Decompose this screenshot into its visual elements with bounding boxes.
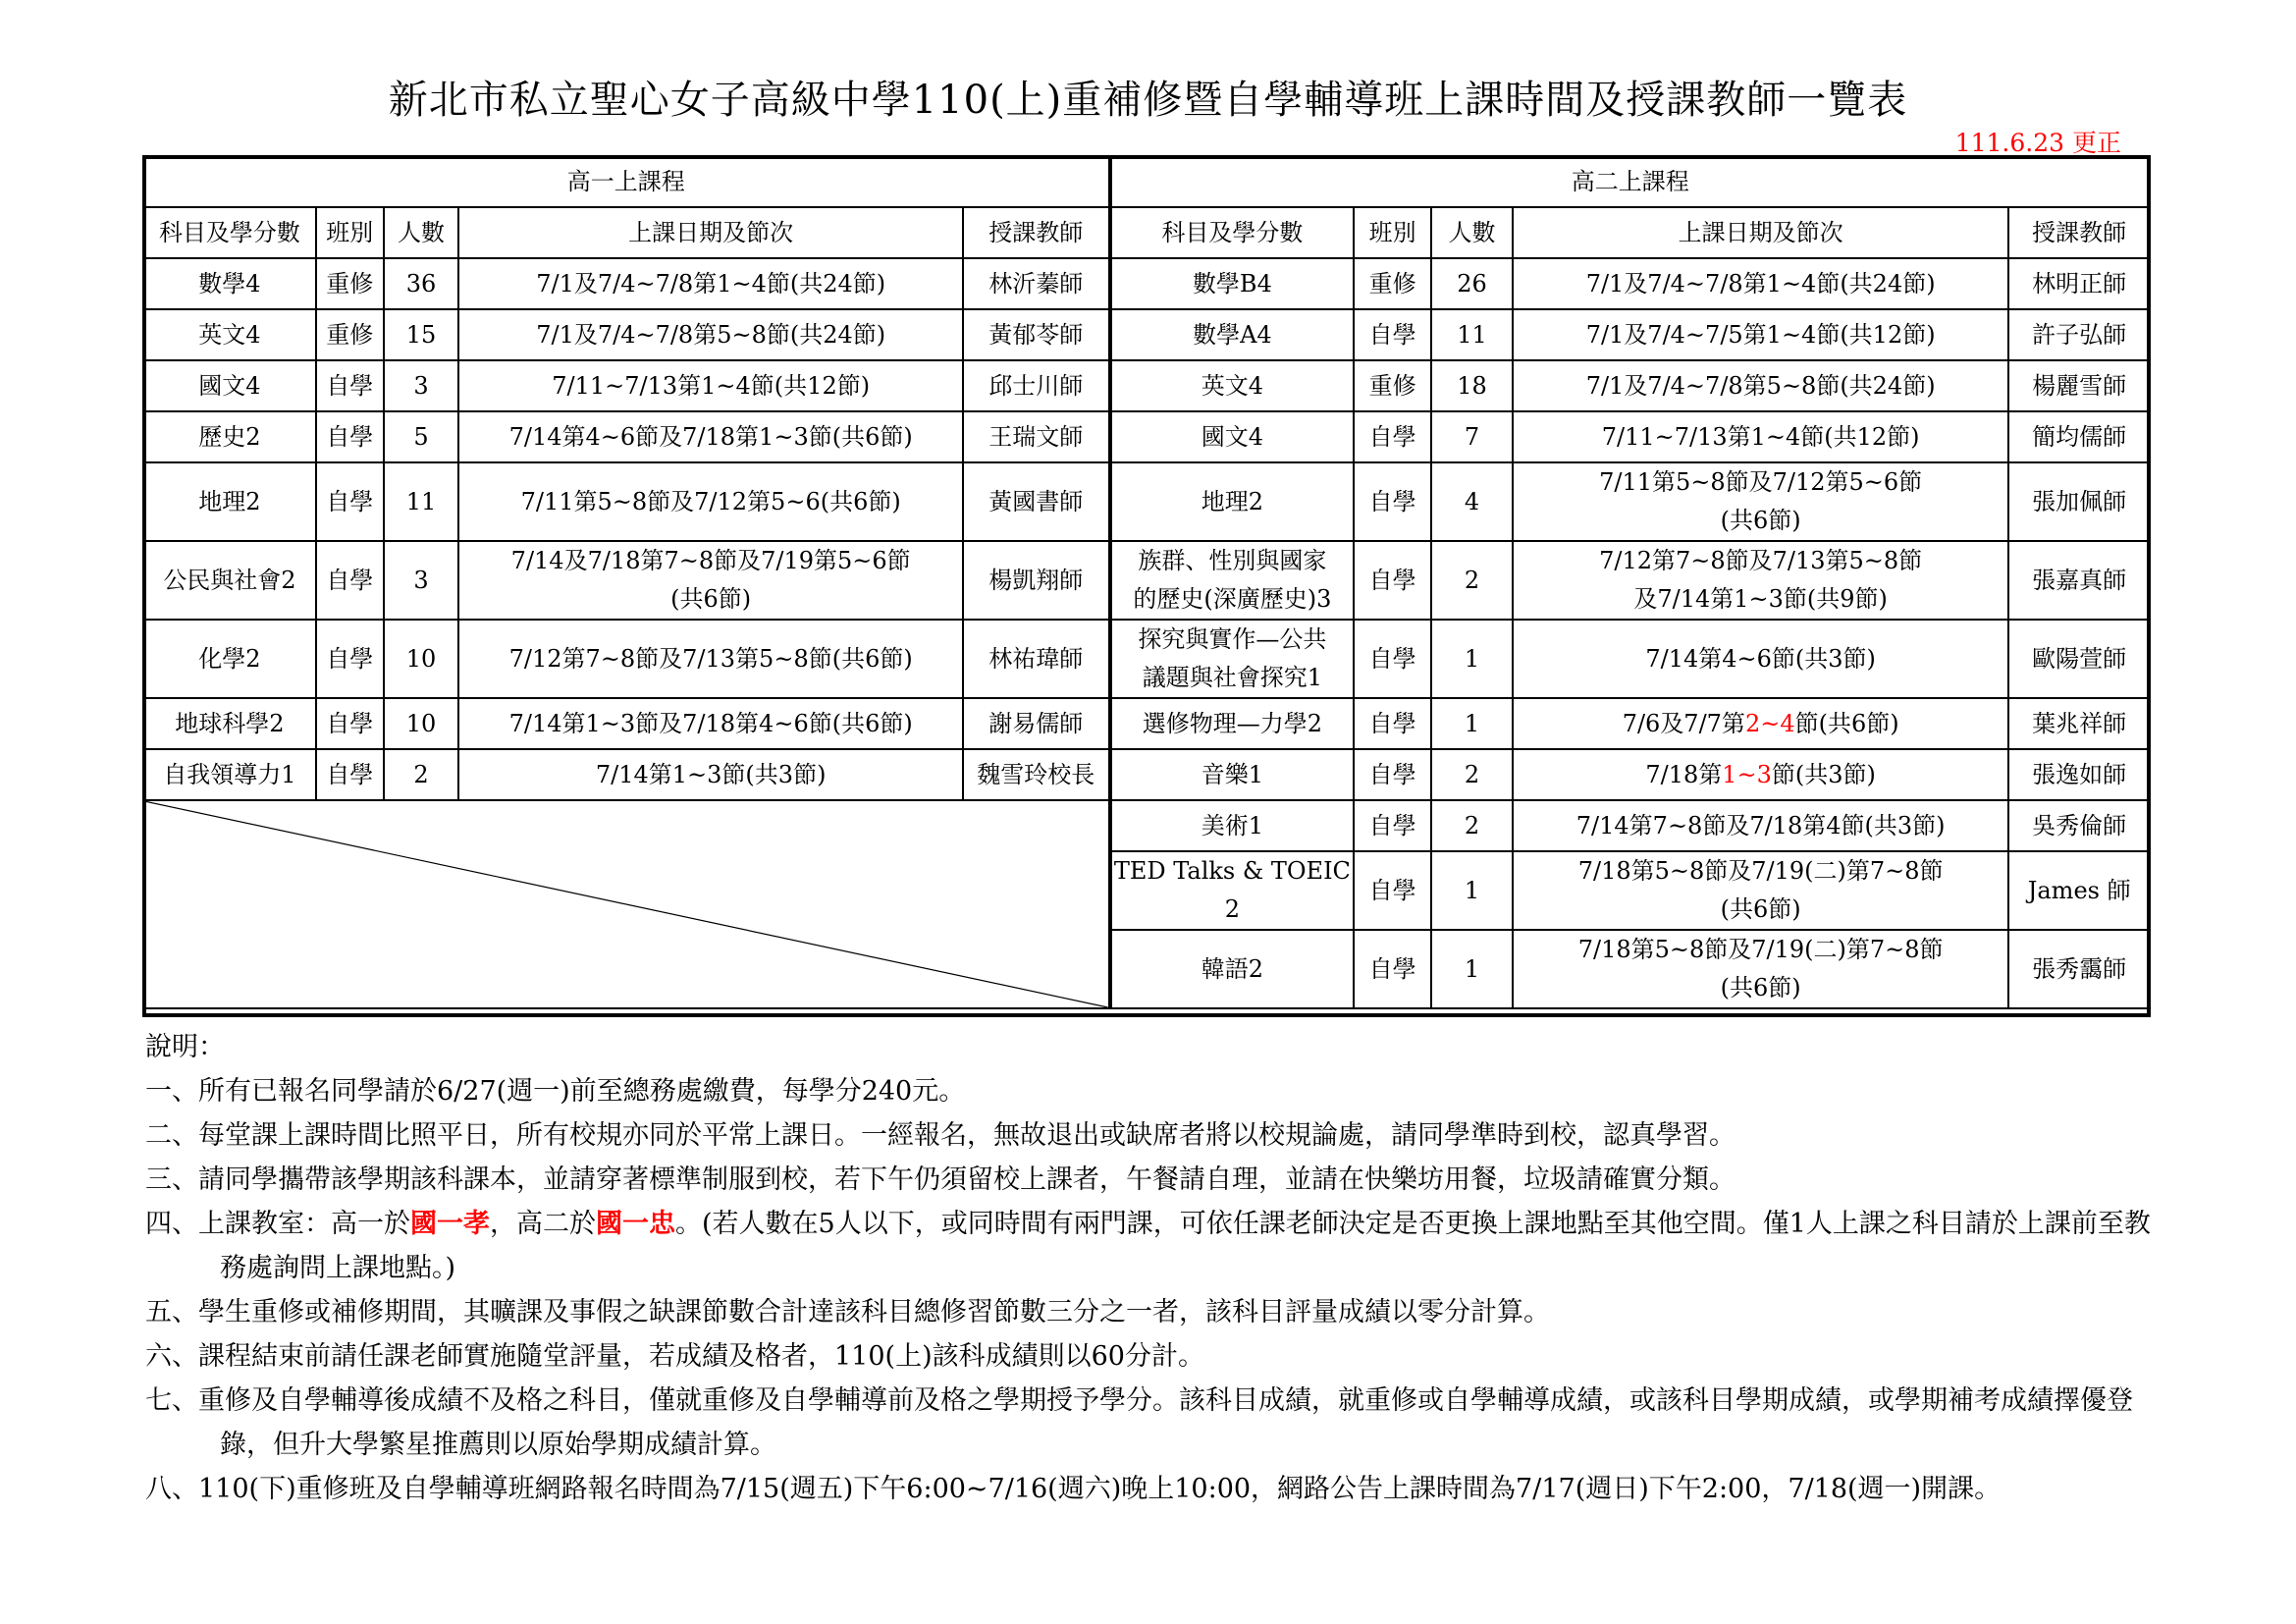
- subject-cell: 地理2: [143, 462, 316, 541]
- type-cell: 自學: [1354, 462, 1431, 541]
- subject-cell: 音樂1: [1110, 749, 1355, 800]
- count-cell: 2: [1431, 800, 1513, 851]
- schedule-cell: [458, 541, 963, 620]
- type-cell: 自學: [1354, 698, 1431, 749]
- count-cell: 7: [1431, 411, 1513, 462]
- table-row: [143, 698, 2150, 749]
- schedule-cell: [1513, 541, 2008, 620]
- count-cell: 36: [384, 258, 459, 309]
- col-count: 人數: [1431, 207, 1513, 258]
- teacher-cell: 簡均儒師: [2008, 411, 2150, 462]
- count-cell: 10: [384, 698, 459, 749]
- teacher-cell: 邱士川師: [963, 360, 1110, 411]
- count-cell: 1: [1431, 930, 1513, 1008]
- left-section-header: 高一上課程: [143, 156, 1110, 207]
- schedule-cell: 7/14第4~6節(共3節): [1513, 620, 2008, 698]
- table-row: [143, 541, 2150, 620]
- type-cell: 自學: [1354, 749, 1431, 800]
- type-cell: 自學: [1354, 800, 1431, 851]
- teacher-cell: 吳秀倫師: [2008, 800, 2150, 851]
- subject-cell: 國文4: [143, 360, 316, 411]
- schedule-cell: 7/1及7/4~7/8第5~8節(共24節): [458, 309, 963, 360]
- subject-cell: 公民與社會2: [143, 541, 316, 620]
- count-cell: 10: [384, 620, 459, 698]
- teacher-cell: 林沂蓁師: [963, 258, 1110, 309]
- col-schedule: 上課日期及節次: [1513, 207, 2008, 258]
- teacher-cell: 葉兆祥師: [2008, 698, 2150, 749]
- note-item: 六、課程結束前請任課老師實施隨堂評量，若成績及格者，110(上)該科成績則以60分計。: [145, 1341, 1204, 1372]
- count-cell: 2: [1431, 541, 1513, 620]
- count-cell: 5: [384, 411, 459, 462]
- note-item: 三、請同學攜帶該學期該科課本，並請穿著標準制服到校，若下午仍須留校上課者，午餐請自理，並請在快樂坊用餐，垃圾請確實分類。: [145, 1164, 1735, 1195]
- subject-cell: 地理2: [1110, 462, 1355, 541]
- schedule-cell: 7/1及7/4~7/8第5~8節(共24節): [1513, 360, 2008, 411]
- subject-line: 族群、性別與國家: [1138, 547, 1327, 574]
- count-cell: 15: [384, 309, 459, 360]
- col-subject: 科目及學分數: [1110, 207, 1355, 258]
- teacher-cell: 楊麗雪師: [2008, 360, 2150, 411]
- schedule-cell: [1513, 698, 2008, 749]
- schedule-line: (共6節): [1720, 974, 1801, 1001]
- subject-line: 議題與社會探究1: [1142, 664, 1323, 691]
- type-cell: 重修: [1354, 258, 1431, 309]
- schedule-cell: 7/1及7/4~7/5第1~4節(共12節): [1513, 309, 2008, 360]
- teacher-cell: 謝易儒師: [963, 698, 1110, 749]
- schedule-line: 及7/14第1~3節(共9節): [1633, 585, 1888, 613]
- schedule-cell: 7/1及7/4~7/8第1~4節(共24節): [458, 258, 963, 309]
- schedule-table: [142, 155, 2151, 1017]
- schedule-cell: 7/14第1~3節及7/18第4~6節(共6節): [458, 698, 963, 749]
- schedule-text: 7/18第: [1645, 760, 1723, 788]
- subject-cell: 自我領導力1: [143, 749, 316, 800]
- subject-cell: 英文4: [1110, 360, 1355, 411]
- schedule-cell: [1513, 851, 2008, 930]
- count-cell: 11: [384, 462, 459, 541]
- subject-cell: 美術1: [1110, 800, 1355, 851]
- type-cell: 重修: [1354, 360, 1431, 411]
- teacher-cell: 魏雪玲校長: [963, 749, 1110, 800]
- col-type: 班別: [1354, 207, 1431, 258]
- schedule-line: (共6節): [670, 585, 752, 613]
- teacher-cell: 張逸如師: [2008, 749, 2150, 800]
- table-row: [143, 800, 2150, 851]
- table-row: [143, 258, 2150, 309]
- type-cell: 重修: [316, 309, 384, 360]
- subject-cell: [1110, 851, 1355, 930]
- table-row: [143, 309, 2150, 360]
- subject-cell: 化學2: [143, 620, 316, 698]
- type-cell: 自學: [1354, 930, 1431, 1008]
- note-item: 二、每堂課上課時間比照平日，所有校規亦同於平常上課日。一經報名，無故退出或缺席者將以校規論處，請同學準時到校，認真學習。: [145, 1120, 1735, 1151]
- table-row: [143, 360, 2150, 411]
- type-cell: 自學: [316, 749, 384, 800]
- type-cell: 自學: [1354, 620, 1431, 698]
- col-count: 人數: [384, 207, 459, 258]
- subject-cell: 數學B4: [1110, 258, 1355, 309]
- schedule-line: (共6節): [1720, 507, 1801, 534]
- table-row: [143, 462, 2150, 541]
- page-title: 新北市私立聖心女子高級中學110(上)重補修暨自學輔導班上課時間及授課教師一覽表: [388, 78, 1908, 123]
- col-teacher: 授課教師: [2008, 207, 2150, 258]
- schedule-text: 7/6及7/7第: [1622, 709, 1745, 737]
- count-cell: 4: [1431, 462, 1513, 541]
- teacher-cell: 歐陽萱師: [2008, 620, 2150, 698]
- classroom-highlight: 國一忠: [596, 1209, 675, 1239]
- changed-period: 1~3: [1722, 760, 1772, 788]
- teacher-cell: James 師: [2008, 851, 2150, 930]
- col-teacher: 授課教師: [963, 207, 1110, 258]
- note-item: 五、學生重修或補修期間，其曠課及事假之缺課節數合計達該科目總修習節數三分之一者，該科目評量成績以零分計算。: [145, 1297, 1550, 1327]
- teacher-cell: 楊凱翔師: [963, 541, 1110, 620]
- right-section-header: 高二上課程: [1110, 156, 2150, 207]
- col-type: 班別: [316, 207, 384, 258]
- schedule-line: 7/14及7/18第7~8節及7/19第5~6節: [510, 547, 911, 574]
- type-cell: 自學: [316, 411, 384, 462]
- teacher-cell: 張嘉真師: [2008, 541, 2150, 620]
- count-cell: 1: [1431, 851, 1513, 930]
- classroom-highlight: 國一孝: [410, 1209, 490, 1239]
- section-header-row: [143, 156, 2150, 207]
- schedule-line: 7/18第5~8節及7/19(二)第7~8節: [1577, 936, 1944, 963]
- schedule-text: 節(共6節): [1794, 709, 1899, 737]
- schedule-text: 節(共3節): [1771, 760, 1876, 788]
- type-cell: 自學: [316, 620, 384, 698]
- subject-cell: [1110, 620, 1355, 698]
- schedule-cell: 7/11第5~8節及7/12第5~6(共6節): [458, 462, 963, 541]
- subject-cell: [1110, 541, 1355, 620]
- subject-line: 2: [1224, 895, 1241, 923]
- schedule-cell: 7/14第7~8節及7/18第4節(共3節): [1513, 800, 2008, 851]
- subject-cell: 地球科學2: [143, 698, 316, 749]
- count-cell: 11: [1431, 309, 1513, 360]
- subject-line: TED Talks & TOEIC: [1113, 857, 1351, 885]
- count-cell: 1: [1431, 698, 1513, 749]
- schedule-cell: 7/12第7~8節及7/13第5~8節(共6節): [458, 620, 963, 698]
- teacher-cell: 許子弘師: [2008, 309, 2150, 360]
- diagonal-line: [144, 801, 1108, 1007]
- column-header-row: [143, 207, 2150, 258]
- schedule-cell: 7/14第1~3節(共3節): [458, 749, 963, 800]
- schedule-cell: 7/14第4~6節及7/18第1~3節(共6節): [458, 411, 963, 462]
- teacher-cell: 林祐瑋師: [963, 620, 1110, 698]
- type-cell: 自學: [1354, 411, 1431, 462]
- note-item: 八、110(下)重修班及自學輔導班網路報名時間為7/15(週五)下午6:00~7/16(週六)晚上10:00，網路公告上課時間為7/17(週日)下午2:00，7/18(週一)開課。: [145, 1474, 2002, 1504]
- note-text: 。(若人數在5人以下，或同時間有兩門課，可依任課老師決定是否更換上課地點至其他空間。僅1人上課之科目請於上課前至教務處詢問上課地點。): [220, 1209, 2151, 1283]
- note-item: 一、所有已報名同學請於6/27(週一)前至總務處繳費，每學分240元。: [145, 1076, 966, 1107]
- type-cell: 自學: [1354, 309, 1431, 360]
- col-subject: 科目及學分數: [143, 207, 316, 258]
- teacher-cell: 王瑞文師: [963, 411, 1110, 462]
- count-cell: 18: [1431, 360, 1513, 411]
- count-cell: 1: [1431, 620, 1513, 698]
- subject-line: 探究與實作—公共: [1138, 625, 1327, 653]
- type-cell: 自學: [316, 541, 384, 620]
- type-cell: 自學: [1354, 541, 1431, 620]
- schedule-cell: [1513, 930, 2008, 1008]
- note-item: 七、重修及自學輔導後成績不及格之科目，僅就重修及自學輔導前及格之學期授予學分。該科目成績，就重修或自學輔導成績，或該科目學期成績，或學期補考成績擇優登錄，但升大學繁星推薦則以原始學期成績計算。: [145, 1385, 2133, 1460]
- note-text: 四、上課教室：高一於: [145, 1209, 410, 1239]
- schedule-cell: 7/1及7/4~7/8第1~4節(共24節): [1513, 258, 2008, 309]
- subject-cell: 歷史2: [143, 411, 316, 462]
- changed-period: 2~4: [1744, 709, 1795, 737]
- schedule-line: 7/18第5~8節及7/19(二)第7~8節: [1577, 857, 1944, 885]
- count-cell: 2: [1431, 749, 1513, 800]
- teacher-cell: 張秀靄師: [2008, 930, 2150, 1008]
- count-cell: 26: [1431, 258, 1513, 309]
- schedule-line: (共6節): [1720, 895, 1801, 923]
- table-row: [143, 411, 2150, 462]
- subject-cell: 數學4: [143, 258, 316, 309]
- revision-note: 111.6.23 更正: [1954, 129, 2121, 157]
- teacher-cell: 林明正師: [2008, 258, 2150, 309]
- subject-cell: 國文4: [1110, 411, 1355, 462]
- schedule-cell: [1513, 749, 2008, 800]
- schedule-line: 7/11第5~8節及7/12第5~6節: [1599, 468, 1923, 496]
- note-text: ，高二於: [490, 1209, 596, 1239]
- empty-diagonal-cell: [143, 800, 1110, 1008]
- count-cell: 3: [384, 541, 459, 620]
- teacher-cell: 黃郁苓師: [963, 309, 1110, 360]
- table-row: [143, 749, 2150, 800]
- type-cell: 自學: [316, 698, 384, 749]
- note-item: [145, 1202, 2158, 1290]
- schedule-cell: 7/11~7/13第1~4節(共12節): [1513, 411, 2008, 462]
- notes-section: [145, 1025, 2158, 1511]
- type-cell: 重修: [316, 258, 384, 309]
- col-schedule: 上課日期及節次: [458, 207, 963, 258]
- count-cell: 2: [384, 749, 459, 800]
- subject-cell: 數學A4: [1110, 309, 1355, 360]
- teacher-cell: 黃國書師: [963, 462, 1110, 541]
- count-cell: 3: [384, 360, 459, 411]
- subject-cell: 英文4: [143, 309, 316, 360]
- teacher-cell: 張加佩師: [2008, 462, 2150, 541]
- notes-heading: 說明：: [145, 1032, 225, 1062]
- subject-cell: 韓語2: [1110, 930, 1355, 1008]
- subject-line: 的歷史(深廣歷史)3: [1133, 585, 1332, 613]
- schedule-line: 7/12第7~8節及7/13第5~8節: [1599, 547, 1923, 574]
- schedule-cell: [1513, 462, 2008, 541]
- table-row: [143, 620, 2150, 698]
- subject-cell: 選修物理—力學2: [1110, 698, 1355, 749]
- type-cell: 自學: [316, 360, 384, 411]
- type-cell: 自學: [316, 462, 384, 541]
- schedule-cell: 7/11~7/13第1~4節(共12節): [458, 360, 963, 411]
- type-cell: 自學: [1354, 851, 1431, 930]
